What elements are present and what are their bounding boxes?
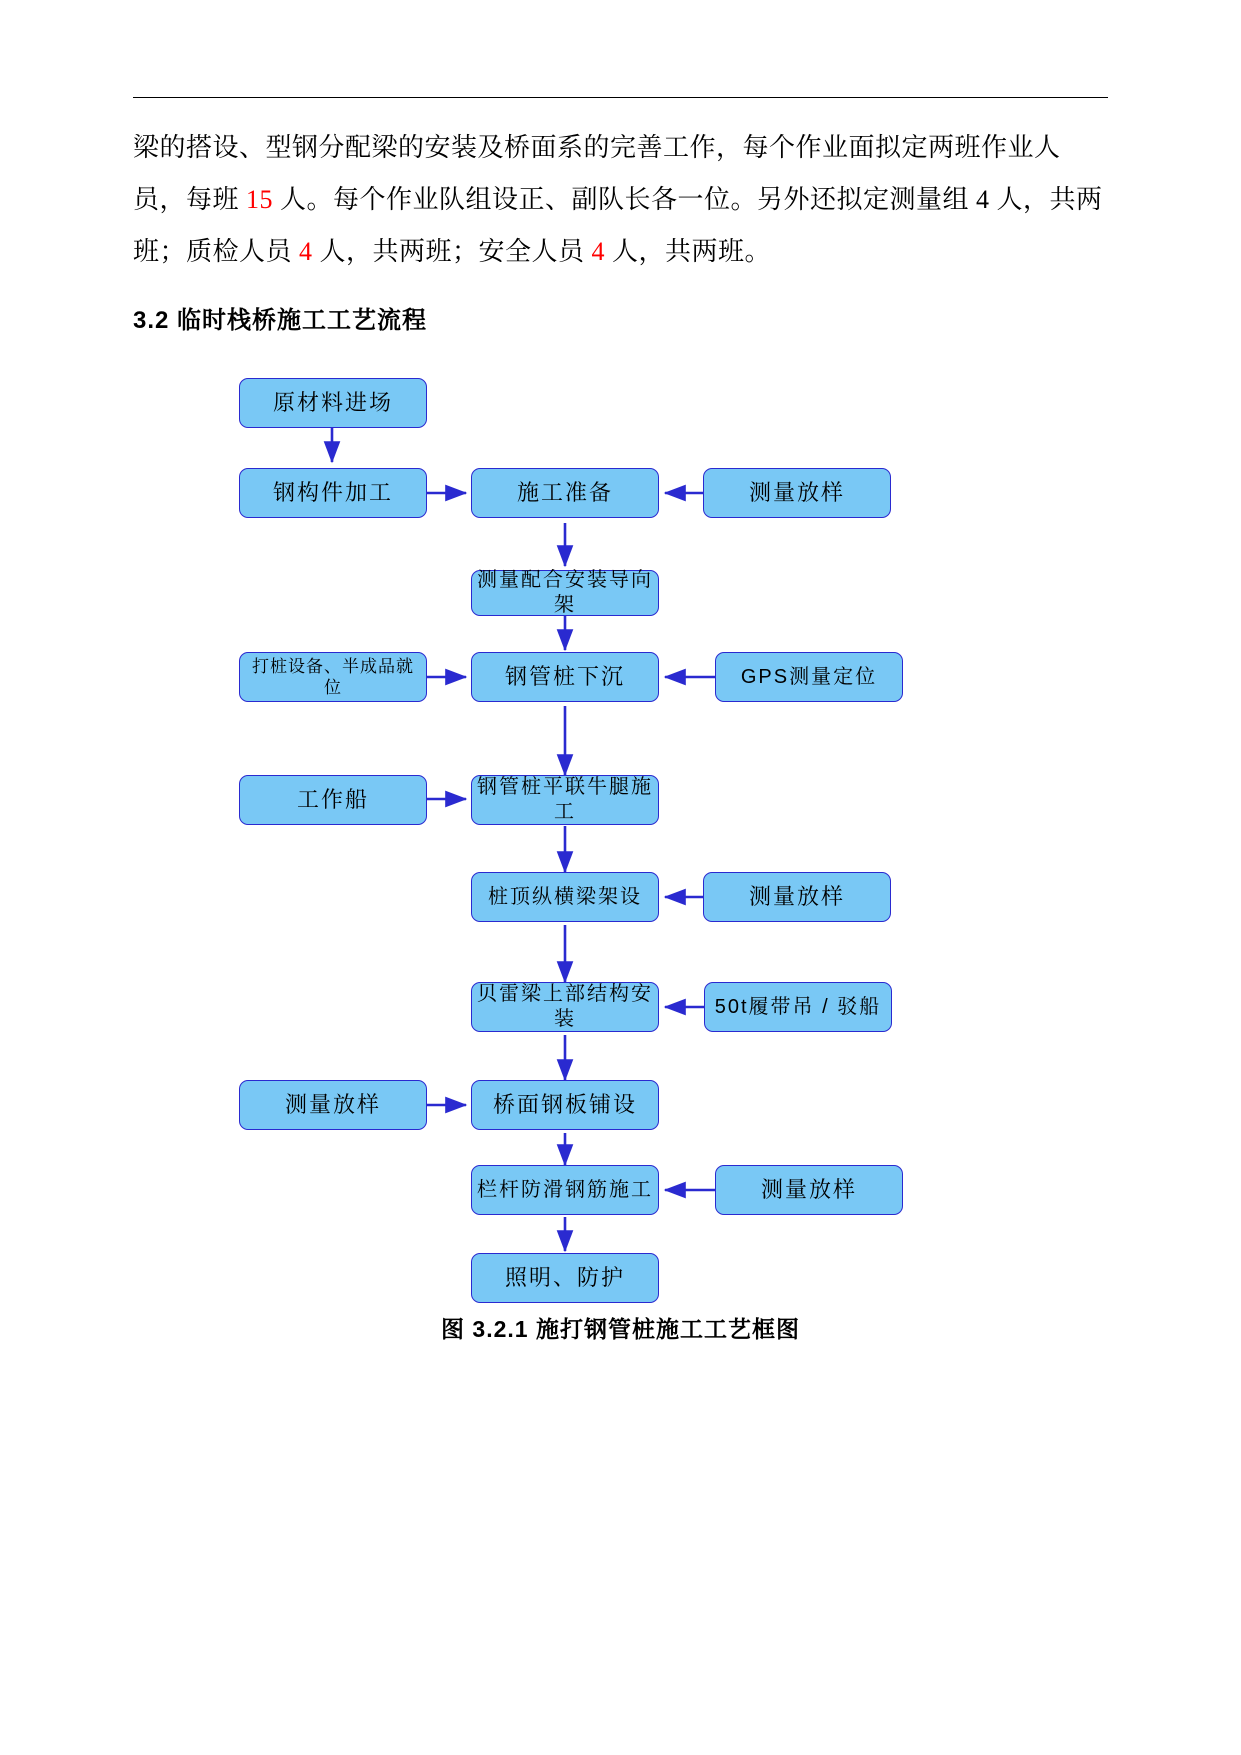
flow-node-label: 钢管桩平联牛腿施工 — [477, 776, 653, 823]
flow-node-label: 测量放样 — [748, 480, 845, 506]
paragraph-part-4: 4 — [299, 237, 313, 266]
flow-node-label: 测量放样 — [284, 1092, 381, 1118]
flow-node-raw-material — [239, 378, 427, 428]
flow-node-guide-frame — [471, 570, 659, 616]
flow-node-construction-prep — [471, 468, 659, 518]
flow-node-survey-setout-1 — [703, 468, 891, 518]
flow-node-label: 工作船 — [296, 787, 369, 813]
paragraph-part-1: 梁的搭设、型钢分配梁的安装及桥面系的完善工作，每个作业面拟定两班作业人员，每班 — [133, 133, 1061, 214]
flow-node-label: 50t履带吊 / 驳船 — [714, 995, 882, 1018]
flow-node-pile-sinking — [471, 652, 659, 702]
flow-node-crawler-crane-barge — [704, 982, 892, 1032]
flow-node-label: 测量放样 — [748, 884, 845, 910]
flow-node-label: 贝雷梁上部结构安装 — [477, 983, 653, 1030]
flow-node-bailey-beam-install — [471, 982, 659, 1032]
flow-node-label: 栏杆防滑钢筋施工 — [477, 1178, 653, 1201]
flow-node-label: 原材料进场 — [272, 390, 393, 416]
flow-node-pile-top-beams — [471, 872, 659, 922]
flow-node-work-boat — [239, 775, 427, 825]
section-heading: 3.2 临时栈桥施工工艺流程 — [133, 307, 428, 334]
paragraph-part-3: 人。每个作业队组设正、副队长各一位。另外还拟定测量组 4 人，共两班；质检人员 — [133, 185, 1103, 266]
flow-node-lighting-protection — [471, 1253, 659, 1303]
flow-node-label: 桥面钢板铺设 — [492, 1092, 637, 1118]
flow-node-bracing-corbel — [471, 775, 659, 825]
flow-node-pile-equipment — [239, 652, 427, 702]
flow-node-deck-plate-laying — [471, 1080, 659, 1130]
flow-node-survey-setout-2 — [703, 872, 891, 922]
flow-node-label: 桩顶纵横梁架设 — [488, 885, 642, 908]
flow-node-label: 钢构件加工 — [272, 480, 393, 506]
paragraph-part-2: 15 — [246, 185, 274, 214]
flow-node-railing-antiskid — [471, 1165, 659, 1215]
paragraph-part-5: 人，共两班；安全人员 — [312, 237, 592, 266]
flow-node-label: 打桩设备、半成品就位 — [252, 656, 414, 697]
flow-node-label: 测量配合安装导向架 — [477, 569, 653, 616]
paragraph-part-6: 4 — [591, 237, 606, 266]
flow-node-label: 照明、防护 — [504, 1265, 625, 1291]
paragraph-part-7: 人，共两班。 — [605, 237, 772, 266]
flow-node-survey-setout-3 — [239, 1080, 427, 1130]
flow-node-gps-positioning — [715, 652, 903, 702]
flow-node-label: 施工准备 — [516, 480, 613, 506]
flow-node-survey-setout-4 — [715, 1165, 903, 1215]
flow-node-label: 钢管桩下沉 — [504, 664, 625, 690]
flow-node-label: 测量放样 — [760, 1177, 857, 1203]
flow-node-steel-fabrication — [239, 468, 427, 518]
flow-node-label: GPS测量定位 — [740, 665, 878, 688]
figure-caption: 图 3.2.1 施打钢管桩施工工艺框图 — [441, 1316, 800, 1342]
